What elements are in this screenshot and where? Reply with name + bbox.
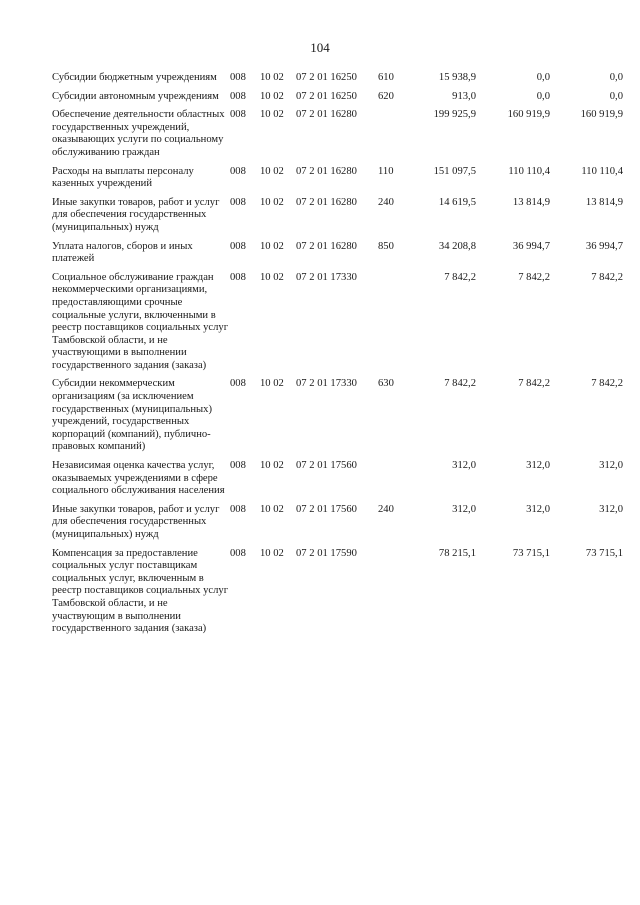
table-row [52, 72, 623, 91]
expense-name: Иные закупки товаров, работ и услуг для обеспечения государственных (муниципальных) нужд [52, 503, 220, 540]
ministry-code: 008 [230, 503, 246, 515]
table-row [52, 548, 623, 642]
ministry-code: 008 [230, 271, 246, 283]
section-code: 10 02 [260, 196, 284, 208]
amount-year-1: 14 619,5 [438, 196, 476, 208]
expense-type-code: 850 [378, 240, 394, 252]
table-row [52, 197, 623, 241]
expense-name: Социальное обслуживание граждан некоммерческими организациями, предоставляющими срочные социальные услуги, включенными в реестр поставщиков социальных услуг Тамбовской области, и не участвующими в выполнении государственного задания (заказа) [52, 271, 229, 371]
amount-year-2: 7 842,2 [518, 378, 550, 390]
amount-year-2: 0,0 [536, 90, 550, 102]
amount-year-1: 151 097,5 [433, 165, 476, 177]
expense-name: Уплата налогов, сборов и иных платежей [52, 240, 193, 265]
amount-year-2: 36 994,7 [512, 240, 550, 252]
ministry-code: 008 [230, 460, 246, 472]
section-code: 10 02 [260, 165, 284, 177]
amount-year-2: 0,0 [536, 72, 550, 83]
amount-year-3: 0,0 [609, 72, 623, 83]
expense-type-code [378, 460, 406, 504]
target-article-code: 07 2 01 16280 [296, 196, 357, 208]
target-article-code: 07 2 01 16250 [296, 72, 357, 83]
amount-year-3: 7 842,2 [591, 378, 623, 390]
table-row [52, 241, 623, 272]
ministry-code: 008 [230, 240, 246, 252]
expense-type-code [378, 272, 406, 379]
amount-year-1: 7 842,2 [444, 378, 476, 390]
ministry-code: 008 [230, 165, 246, 177]
table-row [52, 166, 623, 197]
ministry-code: 008 [230, 547, 246, 559]
table-row [52, 504, 623, 548]
ministry-code: 008 [230, 90, 246, 102]
amount-year-1: 78 215,1 [438, 547, 476, 559]
amount-year-1: 7 842,2 [444, 271, 476, 283]
amount-year-1: 312,0 [452, 503, 476, 515]
amount-year-3: 0,0 [609, 90, 623, 102]
table-row [52, 460, 623, 504]
amount-year-1: 199 925,9 [433, 109, 476, 121]
ministry-code: 008 [230, 109, 246, 121]
section-code: 10 02 [260, 503, 284, 515]
expense-name: Субсидии некоммерческим организациям (за исключением государственных (муниципальных) учреждений, государственных корпораций (компаний), публично-правовых компаний) [52, 378, 212, 453]
target-article-code: 07 2 01 17560 [296, 460, 357, 472]
amount-year-3: 36 994,7 [585, 240, 623, 252]
section-code: 10 02 [260, 460, 284, 472]
amount-year-3: 73 715,1 [585, 547, 623, 559]
page-number: 104 [310, 40, 330, 55]
section-code: 10 02 [260, 240, 284, 252]
amount-year-2: 7 842,2 [518, 271, 550, 283]
amount-year-3: 312,0 [599, 503, 623, 515]
amount-year-1: 34 208,8 [438, 240, 476, 252]
expense-type-code [378, 109, 406, 165]
target-article-code: 07 2 01 17590 [296, 547, 357, 559]
amount-year-3: 13 814,9 [585, 196, 623, 208]
amount-year-2: 110 110,4 [508, 165, 550, 177]
target-article-code: 07 2 01 17560 [296, 503, 357, 515]
ministry-code: 008 [230, 196, 246, 208]
amount-year-2: 160 919,9 [507, 109, 550, 121]
expense-type-code: 240 [378, 503, 394, 515]
amount-year-3: 312,0 [599, 460, 623, 472]
expense-type-code: 110 [378, 165, 394, 177]
amount-year-3: 7 842,2 [591, 271, 623, 283]
expense-type-code: 610 [378, 72, 394, 83]
section-code: 10 02 [260, 547, 284, 559]
amount-year-1: 15 938,9 [438, 72, 476, 83]
section-code: 10 02 [260, 72, 284, 83]
target-article-code: 07 2 01 17330 [296, 378, 357, 390]
expense-name: Компенсация за предоставление социальных услуг поставщикам социальных услуг, включенным в реестр поставщиков социальных услуг Тамбовской области, и не участвующим в выполнении государственного задания (заказа) [52, 547, 229, 635]
table-row [52, 378, 623, 460]
table-row [52, 272, 623, 379]
amount-year-2: 312,0 [526, 503, 550, 515]
amount-year-2: 13 814,9 [512, 196, 550, 208]
amount-year-2: 73 715,1 [512, 547, 550, 559]
section-code: 10 02 [260, 109, 284, 121]
table-row [52, 109, 623, 165]
target-article-code: 07 2 01 16250 [296, 90, 357, 102]
expense-name: Субсидии бюджетным учреждениям [52, 72, 217, 83]
budget-table [52, 72, 623, 642]
target-article-code: 07 2 01 16280 [296, 165, 357, 177]
expense-name: Иные закупки товаров, работ и услуг для обеспечения государственных (муниципальных) нужд [52, 196, 220, 233]
target-article-code: 07 2 01 17330 [296, 271, 357, 283]
section-code: 10 02 [260, 271, 284, 283]
amount-year-1: 312,0 [452, 460, 476, 472]
table-row [52, 91, 623, 110]
ministry-code: 008 [230, 378, 246, 390]
section-code: 10 02 [260, 90, 284, 102]
expense-name: Независимая оценка качества услуг, оказываемых учреждениями в сфере социального обслуживания населения [52, 460, 225, 497]
amount-year-2: 312,0 [526, 460, 550, 472]
amount-year-3: 160 919,9 [580, 109, 623, 121]
expense-name: Обеспечение деятельности областных государственных учреждений, оказывающих услуги по социальному обслуживанию граждан [52, 109, 225, 158]
expense-name: Субсидии автономным учреждениям [52, 90, 219, 102]
amount-year-1: 913,0 [452, 90, 476, 102]
amount-year-3: 110 110,4 [581, 165, 623, 177]
expense-type-code: 620 [378, 90, 394, 102]
target-article-code: 07 2 01 16280 [296, 240, 357, 252]
ministry-code: 008 [230, 72, 246, 83]
expense-type-code: 240 [378, 196, 394, 208]
expense-type-code: 630 [378, 378, 394, 390]
section-code: 10 02 [260, 378, 284, 390]
expense-type-code [378, 548, 406, 642]
target-article-code: 07 2 01 16280 [296, 109, 357, 121]
expense-name: Расходы на выплаты персоналу казенных учреждений [52, 165, 194, 190]
